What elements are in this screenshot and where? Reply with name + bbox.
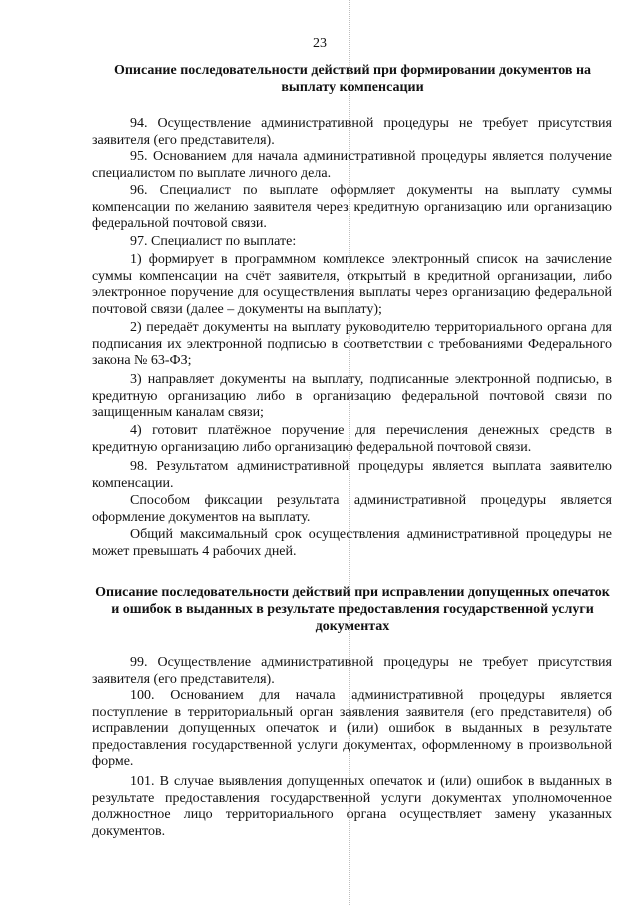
paragraph-99: 99. Осуществление административной процедуры не требует присутствия заявителя (его представителя). (92, 655, 612, 687)
list-item-1: 1) формирует в программном комплексе электронный список на зачисление суммы компенсации на счёт заявителя, открытый в кредитной организации, либо электронное поручение для осуществления выплаты через организацию федеральной почтовой связи (далее – документы на выплату); (92, 252, 612, 317)
section-heading-1: Описание последовательности действий при формировании документов на выплату компенсации (113, 63, 592, 95)
paragraph-95: 95. Основанием для начала административной процедуры является получение специалистом по выплате личного дела. (92, 149, 612, 181)
list-item-3: 3) направляет документы на выплату, подписанные электронной подписью, в кредитную организацию либо в организацию федеральной почтовой связи по защищенным каналам связи; (92, 372, 612, 421)
paragraph-98: 98. Результатом административной процедуры является выплата заявителю компенсации. (92, 459, 612, 491)
paragraph-fixation: Способом фиксации результата административной процедуры является оформление документов на выплату. (92, 493, 612, 525)
paragraph-100: 100. Основанием для начала административной процедуры является поступление в территориальный орган заявления заявителя (его представителя) об исправлении допущенных опечаток и (или) ошибок в выданных в результате предоставления государственной услуги документах, оформленному в произвольной форме. (92, 688, 612, 770)
list-item-4: 4) готовит платёжное поручение для перечисления денежных средств в кредитную организацию либо организацию федеральной почтовой связи. (92, 423, 612, 455)
section-heading-2: Описание последовательности действий при исправлении допущенных опечаток и ошибок в выданных в результате предоставления государственной услуги документах (95, 585, 610, 634)
paragraph-max-term: Общий максимальный срок осуществления административной процедуры не может превышать 4 рабочих дней. (92, 527, 612, 559)
list-item-2: 2) передаёт документы на выплату руководителю территориального органа для подписания их электронной подписью в соответствии с требованиями Федерального закона № 63-ФЗ; (92, 320, 612, 369)
paragraph-94: 94. Осуществление административной процедуры не требует присутствия заявителя (его представителя). (92, 116, 612, 148)
paragraph-97: 97. Специалист по выплате: (130, 234, 297, 249)
paragraph-96: 96. Специалист по выплате оформляет документы на выплату суммы компенсации по желанию заявителя через кредитную организацию или организацию федеральной почтовой связи. (92, 183, 612, 232)
page-number: 23 (313, 36, 327, 51)
paragraph-101: 101. В случае выявления допущенных опечаток и (или) ошибок в выданных в результате предоставления государственной услуги документах уполномоченное должностное лицо территориального органа осуществляет замену указанных документов. (92, 774, 612, 839)
